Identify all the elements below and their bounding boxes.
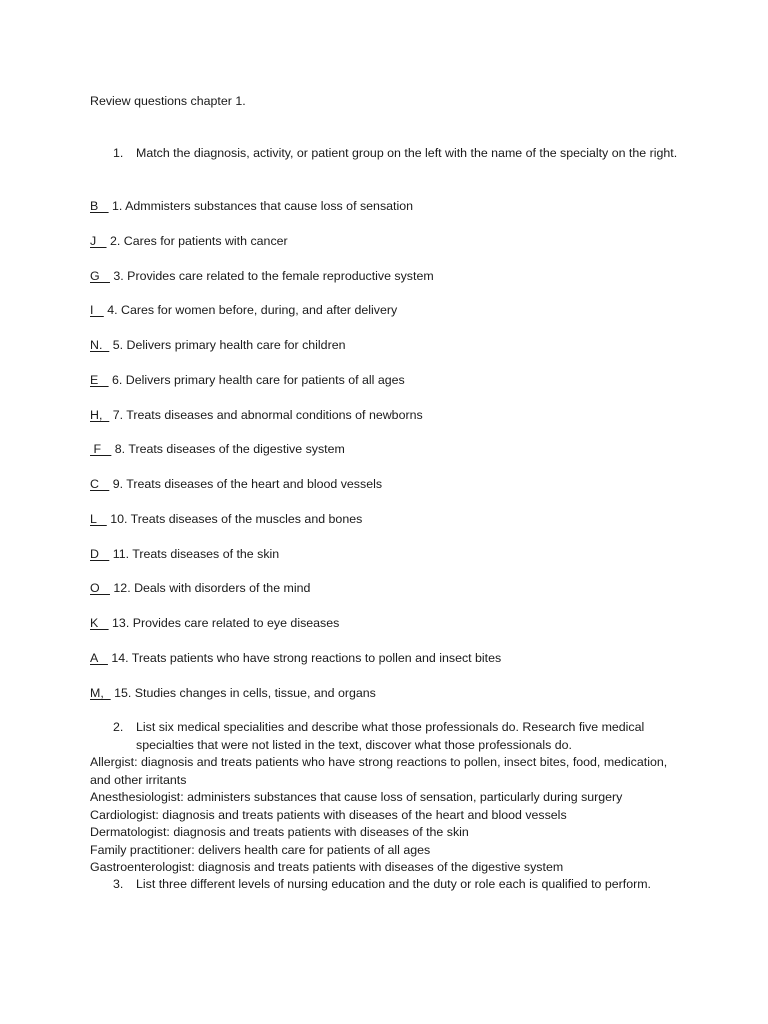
document-title: Review questions chapter 1. [90, 94, 246, 108]
specialty-item: Cardiologist: diagnosis and treats patients with diseases of the heart and blood vessels [90, 807, 567, 822]
match-item [90, 685, 710, 720]
question-2-number: 2. [113, 720, 124, 734]
match-text: 9. Treats diseases of the heart and blood vessels [109, 477, 383, 491]
match-item [90, 476, 710, 511]
match-item [90, 511, 710, 546]
specialty-item: Gastroenterologist: diagnosis and treats patients with diseases of the digestive system [90, 860, 564, 874]
specialty-item: Allergist: diagnosis and treats patients who have strong reactions to pollen, insect bites, food, medication, and other irritants [90, 755, 668, 787]
match-text: 10. Treats diseases of the muscles and bones [106, 511, 363, 526]
match-list [90, 198, 710, 719]
match-item [90, 198, 710, 233]
match-answer: G [90, 268, 110, 283]
match-item [90, 546, 710, 581]
match-item [90, 650, 710, 685]
match-text: 6. Delivers primary health care for patients of all ages [108, 372, 405, 387]
specialty-item: Family practitioner: delivers health care for patients of all ages [90, 842, 431, 857]
question-3-text: List three different levels of nursing education and the duty or role each is qualified to perform. [136, 877, 651, 891]
match-text: 2. Cares for patients with cancer [106, 233, 288, 248]
match-answer: D [90, 546, 110, 561]
match-text: 5. Delivers primary health care for children [109, 338, 346, 352]
match-text: 11. Treats diseases of the skin [109, 546, 280, 561]
question-2 [113, 719, 683, 754]
question-2-text: List six medical specialities and describe what those professionals do. Research five medical specialties that were not listed in the text, discover what those professionals do. [136, 720, 645, 752]
match-item [90, 372, 710, 407]
match-item [90, 407, 710, 442]
specialty-list [90, 754, 690, 877]
match-text: 3. Provides care related to the female reproductive system [109, 268, 434, 283]
match-answer: C [90, 477, 110, 491]
match-answer: B [90, 199, 109, 213]
question-3 [113, 876, 683, 894]
question-1-text: Match the diagnosis, activity, or patient group on the left with the name of the specialty on the right. [136, 146, 678, 160]
match-item [90, 337, 710, 372]
specialty-item: Anesthesiologist: administers substances that cause loss of sensation, particularly during surgery [90, 790, 623, 804]
match-answer: H, [90, 407, 110, 422]
question-3-number: 3. [113, 877, 124, 891]
match-text: 14. Treats patients who have strong reactions to pollen and insect bites [107, 650, 502, 665]
match-answer: M, [90, 685, 111, 700]
match-item [90, 441, 710, 476]
question-1 [113, 145, 683, 163]
specialty-item: Dermatologist: diagnosis and treats patients with diseases of the skin [90, 825, 469, 839]
match-answer: E [90, 372, 109, 387]
match-item [90, 580, 710, 615]
match-text: 15. Studies changes in cells, tissue, and organs [110, 685, 376, 700]
match-answer: J [90, 233, 107, 248]
match-text: 1. Admmisters substances that cause loss of sensation [108, 199, 414, 213]
match-item [90, 615, 710, 650]
question-1-number: 1. [113, 146, 124, 160]
match-text: 8. Treats diseases of the digestive system [111, 442, 345, 457]
match-text: 4. Cares for women before, during, and after delivery [103, 303, 398, 318]
match-answer: N. [90, 338, 110, 352]
match-item [90, 233, 710, 268]
match-text: 7. Treats diseases and abnormal conditions of newborns [109, 407, 423, 422]
match-answer: O [90, 581, 110, 596]
match-answer: L [90, 511, 107, 526]
match-item [90, 268, 710, 303]
match-answer: A [90, 650, 108, 665]
match-answer: I [90, 303, 104, 318]
match-text: 12. Deals with disorders of the mind [109, 581, 311, 596]
match-answer: K [90, 616, 109, 630]
match-text: 13. Provides care related to eye diseases [108, 616, 340, 630]
match-item [90, 302, 710, 337]
match-answer: F [90, 442, 112, 457]
